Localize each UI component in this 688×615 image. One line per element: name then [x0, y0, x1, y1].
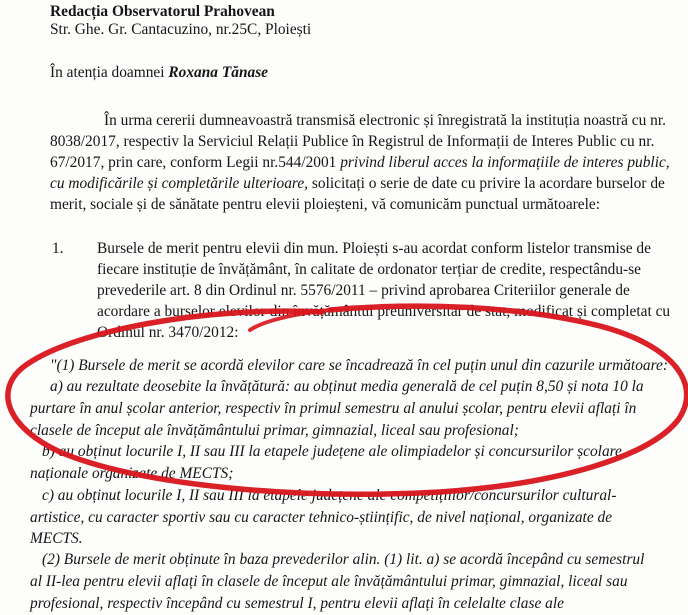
- quote-line-2: a) au rezultate deosebite la învățătură: au obținut media generală de cel puțin 8,50 și nota 10 la: [50, 378, 644, 395]
- quote-line-5: b) au obținut locurile I, II sau III la etapele județene ale olimpiadelor și concursurilor școlare: [42, 443, 622, 460]
- intro-line-1: În urma cererii dumneavoastră transmisă electronic și înregistrată la instituția noastră cu nr.: [104, 112, 666, 129]
- item-1-line-2: fiecare instituție de învățământ, în calitate de ordonator terțiar de credite, respectându-se: [97, 261, 641, 278]
- quote-line-4: clasele de început ale învățământului primar, gimnazial, liceal sau profesional;: [30, 422, 519, 439]
- attention-prefix: În atenția doamnei: [50, 64, 169, 81]
- intro-line-3-plain: 67/2017, prin care, conform Legii nr.544/2001: [50, 154, 341, 171]
- quote-line-10: (2) Bursele de merit obținute în baza prevederilor alin. (1) lit. a) se acordă începând cu semestrul: [42, 551, 645, 568]
- intro-line-5: merit, sociale și de sănătate pentru elevii ploieșteni, vă comunicăm punctual următoarele:: [50, 196, 601, 213]
- quote-line-6: naționale organizate de MECTS;: [30, 465, 234, 482]
- item-1-line-1: Bursele de merit pentru elevii din mun. Ploiești s-au acordat conform listelor transmise de: [97, 240, 651, 257]
- attention-line: [50, 64, 268, 82]
- intro-line-4: [50, 175, 665, 193]
- intro-line-2: 8038/2017, respectiv la Serviciul Relații Publice în Registrul de Informații de Interes Public cu nr.: [50, 133, 655, 150]
- quote-line-9: MECTS.: [30, 530, 83, 547]
- attention-name: Roxana Tănase: [168, 64, 269, 81]
- item-1-line-5: Ordinul nr. 3470/2012:: [97, 324, 239, 341]
- intro-line-3: [50, 154, 670, 172]
- quote-line-8: artistice, cu caracter sportiv sau cu caracter tehnico-științific, de nivel național, organizate de: [30, 509, 613, 526]
- recipient-address: Str. Ghe. Gr. Cantacuzino, nr.25C, Ploiești: [50, 21, 312, 38]
- quote-line-11: al II-lea pentru elevii aflați în clasele de început ale învățământului primar, gimnazial, liceal sau: [30, 573, 628, 590]
- item-1-number: 1.: [52, 240, 64, 257]
- quote-line-7: c) au obținut locurile I, II sau III la etapele județene ale competițiilor/concursurilor cultural-: [42, 487, 617, 504]
- quote-line-1: "(1) Bursele de merit se acordă elevilor care se încadrează în cel puțin unul din cazurile următoare:: [50, 357, 668, 374]
- intro-law-title: privind liberul acces la informațiile de interes public,: [340, 154, 670, 171]
- quote-line-12: profesional, respectiv începând cu semestrul I, pentru elevii aflați în celelalte clase ale: [30, 595, 564, 612]
- intro-law-amendments: cu modificările și completările ulterioare,: [50, 175, 309, 192]
- item-1-line-3: prevederile art. 8 din Ordinul nr. 5576/2011 – privind aprobarea Criteriilor generale de: [97, 282, 630, 299]
- quote-line-3: purtare în anul școlar anterior, respectiv în primul semestru al anului școlar, pentru elevii aflați în: [30, 400, 637, 417]
- item-1-line-4: acordare a burselor elevilor din învățământul preuniversitar de stat, modificat și completat cu: [97, 303, 671, 320]
- intro-line-4-plain: solicitați o serie de date cu privire la acordare burselor de: [308, 175, 665, 192]
- recipient-organization: Redacția Observatorul Prahovean: [50, 3, 275, 20]
